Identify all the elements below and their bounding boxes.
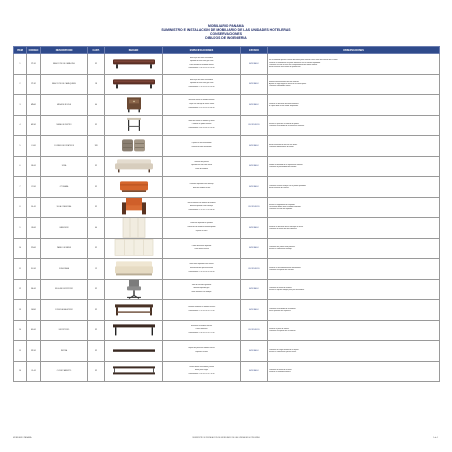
row-code: ES-01	[27, 320, 41, 341]
row-description: MESA DE CENTRO	[41, 115, 88, 136]
row-code: SE-01	[27, 279, 41, 300]
observation-line: Confirmar la altura total del cabecero.	[269, 227, 298, 230]
closet-icon	[112, 366, 156, 377]
spec-line: Silla de escritorio giratoria	[191, 283, 212, 286]
row-specifications	[163, 218, 241, 239]
observation-line: Confirmar el tono naranja con la paleta aprobada.	[269, 184, 307, 187]
row-image-cell	[105, 177, 163, 198]
row-description: SOFA CAMA	[41, 259, 88, 280]
spec-line: Dimensiones: 1.50 x 0.45 x 0.45 m	[188, 86, 215, 89]
observation-line: Confirmar la carga maxima de la repisa.	[269, 348, 299, 351]
row-image-cell	[105, 320, 163, 341]
row-observations	[268, 177, 440, 198]
spec-line: Patas metalicas acabado bronce	[189, 63, 214, 66]
row-number: 11	[14, 259, 27, 280]
table-row	[14, 74, 440, 95]
row-number: 14	[14, 320, 27, 341]
nightstand-icon	[125, 96, 143, 113]
row-observations	[268, 238, 440, 259]
row-status-badge: APROBADO	[241, 136, 268, 157]
footer-page-number: 1 de 1	[433, 437, 438, 439]
table-row	[14, 259, 440, 280]
row-number: 16	[14, 361, 27, 382]
row-quantity: 64	[88, 218, 105, 239]
table-header-row	[14, 47, 440, 54]
observation-line: Enviar muestra de costura.	[269, 186, 290, 189]
spec-line: Tapizado en tela color gris claro	[189, 60, 214, 63]
table-row	[14, 197, 440, 218]
row-status-badge: EN REVISION	[241, 197, 268, 218]
spec-line: Soportes ocultos	[195, 350, 208, 353]
observation-line: Revisar el tipo de rodajas para piso de madera.	[269, 289, 305, 292]
row-status-badge: APROBADO	[241, 238, 268, 259]
spec-line: Tapizado en tela color arena	[190, 164, 213, 167]
table-row	[14, 341, 440, 362]
row-status-badge: APROBADO	[241, 279, 268, 300]
observation-line: Verificar la ubicacion de tomacorrientes.	[269, 102, 299, 105]
row-image-cell	[105, 218, 163, 239]
row-number: 9	[14, 218, 27, 239]
row-description: SILLA OCASIONAL	[41, 197, 88, 218]
observation-line: Confirmar la altura de la barra.	[269, 369, 292, 372]
col-header-observations: OBSERVACIONES	[268, 47, 440, 54]
row-quantity: 32	[88, 300, 105, 321]
row-description: MESA DE NOCHE	[41, 95, 88, 116]
spec-line: Asiento tapizado gris	[193, 287, 210, 290]
row-image-cell	[105, 197, 163, 218]
spec-line: Otomana tapizada color naranja	[189, 183, 214, 186]
row-code: CB-01	[27, 218, 41, 239]
row-image-cell	[105, 341, 163, 362]
row-image-cell	[105, 156, 163, 177]
row-specifications	[163, 300, 241, 321]
row-image-cell	[105, 300, 163, 321]
row-status-badge: APROBADO	[241, 177, 268, 198]
desk-chair-icon	[123, 279, 145, 300]
row-number: 2	[14, 74, 27, 95]
row-number: 1	[14, 54, 27, 75]
row-status-badge: APROBADO	[241, 361, 268, 382]
row-observations	[268, 300, 440, 321]
row-specifications	[163, 320, 241, 341]
table-row	[14, 177, 440, 198]
row-image-cell	[105, 136, 163, 157]
observation-line: Confirmar el acabado de la madera.	[269, 307, 296, 310]
row-description: REPISA	[41, 341, 88, 362]
spec-line: Color blanco hueso	[194, 248, 209, 251]
row-description: OTOMANA	[41, 177, 88, 198]
row-quantity: 12	[88, 259, 105, 280]
spec-line: Sofa de dos plazas	[194, 160, 209, 163]
row-observations	[268, 361, 440, 382]
table-row	[14, 54, 440, 75]
observation-line: El cajon debe incluir tirador empotrado.	[269, 104, 299, 107]
row-specifications	[163, 279, 241, 300]
row-status-badge: APROBADO	[241, 300, 268, 321]
observation-line: Confirmar el color de tela con el departamento de diseno interior.	[269, 63, 318, 66]
desk-icon	[112, 323, 156, 338]
spec-line: Barra para colgar	[194, 369, 209, 372]
observation-line: Confirmar el acabado de la estructura metalica.	[269, 125, 305, 128]
row-image-cell	[105, 54, 163, 75]
spec-line: Dimensiones: 1.80 x 0.45 x 0.45 m	[188, 67, 215, 70]
observation-line: Confirmar el color del tapizado.	[269, 208, 293, 211]
spec-line: Dimensiones: 1.00 x 0.55 x 2.10 m	[188, 373, 215, 376]
row-quantity: 64	[88, 95, 105, 116]
spec-line: Patas de madera	[195, 168, 208, 171]
row-image-cell	[105, 259, 163, 280]
spec-line: Cojines en tela texturizada	[191, 142, 212, 145]
row-status-badge: EN REVISION	[241, 115, 268, 136]
observation-line: Validar la densidad de la espuma del asiento.	[269, 164, 303, 167]
table-row	[14, 136, 440, 157]
observation-line: Enviar muestra fisica antes de produccion.	[269, 65, 301, 68]
row-status-badge: APROBADO	[241, 54, 268, 75]
armchair-icon	[120, 197, 148, 218]
row-specifications	[163, 197, 241, 218]
table-row	[14, 361, 440, 382]
row-status-badge: APROBADO	[241, 74, 268, 95]
headboard-icon	[122, 218, 146, 239]
row-quantity: 32	[88, 115, 105, 136]
panel-icon	[114, 239, 154, 258]
table-row	[14, 95, 440, 116]
row-description: COJINES DECORATIVOS	[41, 136, 88, 157]
sofabed-icon	[114, 260, 154, 277]
row-image-cell	[105, 279, 163, 300]
header-project: SUMINISTRO E INSTALACION DE MOBILIARIO DE LAS UNIDADES HOTELERAS	[161, 28, 291, 32]
row-specifications	[163, 136, 241, 157]
row-specifications	[163, 156, 241, 177]
table-row	[14, 156, 440, 177]
row-status-badge: EN REVISION	[241, 320, 268, 341]
row-number: 7	[14, 177, 27, 198]
row-quantity: 32	[88, 320, 105, 341]
spec-line: Mesa de noche en madera natural	[188, 99, 215, 102]
table-body	[14, 54, 440, 382]
spec-line: Relleno de fibra siliconada	[191, 145, 212, 148]
spec-line: Silla ocasional con brazos de madera	[187, 201, 216, 204]
furniture-schedule-table	[13, 46, 440, 382]
row-specifications	[163, 115, 241, 136]
spec-line: Estructura de madera contrachapada	[187, 225, 216, 228]
spec-line: Base metalica con rodajas	[191, 291, 212, 294]
row-image-cell	[105, 95, 163, 116]
row-quantity: 128	[88, 136, 105, 157]
row-description: CONSOLA MALETERO	[41, 300, 88, 321]
row-status-badge: APROBADO	[241, 156, 268, 177]
spec-line: Patas metalicas	[195, 328, 208, 331]
row-quantity: 32	[88, 238, 105, 259]
row-number: 8	[14, 197, 27, 218]
row-number: 5	[14, 136, 27, 157]
row-description: BANCO PIE DE CAMA KING	[41, 54, 88, 75]
table-row	[14, 320, 440, 341]
row-code: PN-01	[27, 238, 41, 259]
row-observations	[268, 54, 440, 75]
row-status-badge: APROBADO	[241, 341, 268, 362]
spec-line: Cabecero tapizado en paneles	[190, 222, 213, 225]
row-quantity: 18	[88, 74, 105, 95]
row-number: 12	[14, 279, 27, 300]
observation-line: Verificar el acabado de las patas metalicas con la muestra aprobada.	[269, 61, 321, 64]
observation-line: Revisar la ergonomia del respaldo.	[269, 203, 296, 206]
spec-line: Dimensiones: 1.90 x 0.90 x 0.85 m	[188, 270, 215, 273]
bench-icon	[112, 78, 156, 91]
row-observations	[268, 218, 440, 239]
spec-line: Mecanismo de apertura frontal	[190, 266, 213, 269]
spec-line: Cajon con herraje de cierre suave	[188, 102, 215, 105]
row-code: CM-01	[27, 300, 41, 321]
row-specifications	[163, 95, 241, 116]
col-header-specs: ESPECIFICACIONES	[163, 47, 241, 54]
spec-line: Cubierta en piedra natural	[191, 123, 212, 126]
row-description: CLOSET ABIERTO	[41, 361, 88, 382]
spec-line: Dimensiones: 0.60 x 0.60 x 0.45 m	[188, 127, 215, 130]
shelf-icon	[112, 347, 156, 354]
bench-icon	[112, 57, 156, 70]
row-number: 4	[14, 115, 27, 136]
row-observations	[268, 95, 440, 116]
row-code: SF-01	[27, 156, 41, 177]
row-code: RP-01	[27, 341, 41, 362]
spec-line: Consola maletero en madera oscura	[187, 306, 216, 309]
row-code: OT-01	[27, 177, 41, 198]
row-number: 6	[14, 156, 27, 177]
spec-line: Dimensiones: 1.20 x 0.50 x 0.75 m	[188, 309, 215, 312]
spec-line: Banco pie de cama en madera	[190, 56, 213, 59]
table-row	[14, 218, 440, 239]
header-section: CONSERVACIONES	[210, 32, 242, 36]
observation-line: Se recomienda ajustar la altura del banco para coincidir con el nivel del colchon de la cama.	[269, 59, 338, 62]
row-code: CJ-01	[27, 136, 41, 157]
row-description: ESCRITORIO	[41, 320, 88, 341]
spec-line: Repisa de pared en madera oscura	[188, 347, 215, 350]
row-number: 15	[14, 341, 27, 362]
row-observations	[268, 115, 440, 136]
console-icon	[114, 302, 154, 317]
spec-line: Escritorio en madera oscura	[190, 324, 213, 327]
row-quantity: 32	[88, 361, 105, 382]
row-code: CL-01	[27, 361, 41, 382]
col-header-code: CODIGO	[27, 47, 41, 54]
col-header-quantity: CANT.	[88, 47, 105, 54]
row-observations	[268, 259, 440, 280]
spec-line: Dimensiones: 0.70 x 0.75 x 0.80 m	[188, 209, 215, 212]
row-code: PT-01	[27, 54, 41, 75]
row-specifications	[163, 341, 241, 362]
observation-line: Confirmar cantidades finales.	[269, 85, 291, 88]
row-quantity: 32	[88, 156, 105, 177]
observation-line: Revisar el peso de la cubierta de piedra.	[269, 123, 300, 126]
spec-line: Panel decorativo tapizado	[191, 244, 212, 247]
observation-line: Confirmar el espesor del colchon.	[269, 268, 295, 271]
row-image-cell	[105, 74, 163, 95]
sofa-icon	[114, 158, 154, 175]
row-specifications	[163, 238, 241, 259]
row-description: PANEL DE PARED	[41, 238, 88, 259]
spec-line: Asiento tapizado color naranja	[190, 205, 213, 208]
spec-line: Dimensiones: 1.40 x 0.55 x 0.75 m	[188, 332, 215, 335]
row-observations	[268, 341, 440, 362]
row-image-cell	[105, 361, 163, 382]
spec-line: Banco pie de cama en madera	[190, 78, 213, 81]
row-observations	[268, 136, 440, 157]
row-observations	[268, 320, 440, 341]
observation-line: Verificar el funcionamiento del mecanismo.	[269, 266, 302, 269]
row-quantity: 32	[88, 279, 105, 300]
table-row	[14, 300, 440, 321]
footer-project: SUMINISTRO E INSTALACION DE MOBILIARIO DE LAS UNIDADES HOTELERAS	[192, 437, 260, 439]
spec-line: Fijacion a muro	[195, 229, 208, 232]
spec-line: Dimensiones: 0.55 x 0.45 x 0.60 m	[188, 106, 215, 109]
observation-line: Verificar la ubicacion de los anclajes en muro.	[269, 225, 304, 228]
row-image-cell	[105, 238, 163, 259]
row-specifications	[163, 259, 241, 280]
row-description: SOFA	[41, 156, 88, 177]
row-quantity: 32	[88, 197, 105, 218]
row-description: SILLA DE ESCRITORIO	[41, 279, 88, 300]
col-header-image: IMAGEN	[105, 47, 163, 54]
footer-company: MOBILIARIO PANAMA	[13, 437, 32, 439]
row-status-badge: APROBADO	[241, 218, 268, 239]
row-number: 13	[14, 300, 27, 321]
observation-line: Enviar muestras de tela en tres tonos.	[269, 143, 298, 146]
row-status-badge: APROBADO	[241, 95, 268, 116]
spec-line: Mesa de centro en madera y metal	[188, 119, 215, 122]
table-row	[14, 279, 440, 300]
spec-line: Tapizado en tela color gris claro	[189, 82, 214, 85]
observation-line: Revisar el sistema de montaje.	[269, 248, 293, 251]
spec-line: Closet abierto en madera y metal	[189, 365, 214, 368]
row-observations	[268, 279, 440, 300]
observation-line: Incluir protector de superficie.	[269, 309, 292, 312]
row-code: MN-01	[27, 95, 41, 116]
row-code: SC-01	[27, 259, 41, 280]
row-number: 10	[14, 238, 27, 259]
row-observations	[268, 197, 440, 218]
table-row	[14, 115, 440, 136]
observation-line: Revisar el sistema de fijacion oculto.	[269, 350, 297, 353]
row-specifications	[163, 74, 241, 95]
header-subtitle: DIBUJOS DE INGENIERIA	[205, 36, 247, 40]
observation-line: Confirmar la profundidad del asiento.	[269, 166, 297, 169]
spec-line: Sofa cama tapizado color crema	[189, 263, 214, 266]
observation-line: Los brazos deben tener acabado satinado.	[269, 206, 301, 209]
row-observations	[268, 74, 440, 95]
col-header-status: ESTADO	[241, 47, 268, 54]
row-image-cell	[105, 115, 163, 136]
row-code: PT-02	[27, 74, 41, 95]
row-observations	[268, 156, 440, 177]
row-quantity: 32	[88, 341, 105, 362]
row-number: 3	[14, 95, 27, 116]
observation-line: Ajustar el largo segun el ancho de la cama queen.	[269, 83, 307, 86]
observation-line: Verificar el pase de cables.	[269, 328, 290, 331]
row-specifications	[163, 54, 241, 75]
row-code: MC-01	[27, 115, 41, 136]
row-specifications	[163, 361, 241, 382]
col-header-description: DESCRIPCION	[41, 47, 88, 54]
row-code: SL-01	[27, 197, 41, 218]
spec-line: Base de madera oculta	[192, 186, 211, 189]
table-icon	[126, 117, 142, 133]
observation-line: Confirmar el espesor de la cubierta.	[269, 330, 296, 333]
row-status-badge: EN REVISION	[241, 259, 268, 280]
col-header-item: ITEM	[14, 47, 27, 54]
observation-line: Confirmar las juntas entre paneles.	[269, 246, 296, 249]
row-quantity: 32	[88, 177, 105, 198]
cushion-icon	[121, 137, 147, 154]
row-description: BANCO PIE DE CAMA QUEEN	[41, 74, 88, 95]
observation-line: Mismas observaciones del item anterior.	[269, 80, 300, 83]
ottoman-icon	[119, 180, 149, 193]
row-quantity: 32	[88, 54, 105, 75]
row-specifications	[163, 177, 241, 198]
header-company: MOBILIARIO PANAMA	[208, 24, 244, 28]
row-description: CABECERO	[41, 218, 88, 239]
observation-line: Verificar el acabado metalico.	[269, 371, 292, 374]
observation-line: Confirmar dimensiones de funda.	[269, 145, 294, 148]
table-row	[14, 238, 440, 259]
observation-line: Confirmar la altura del asiento.	[269, 287, 292, 290]
